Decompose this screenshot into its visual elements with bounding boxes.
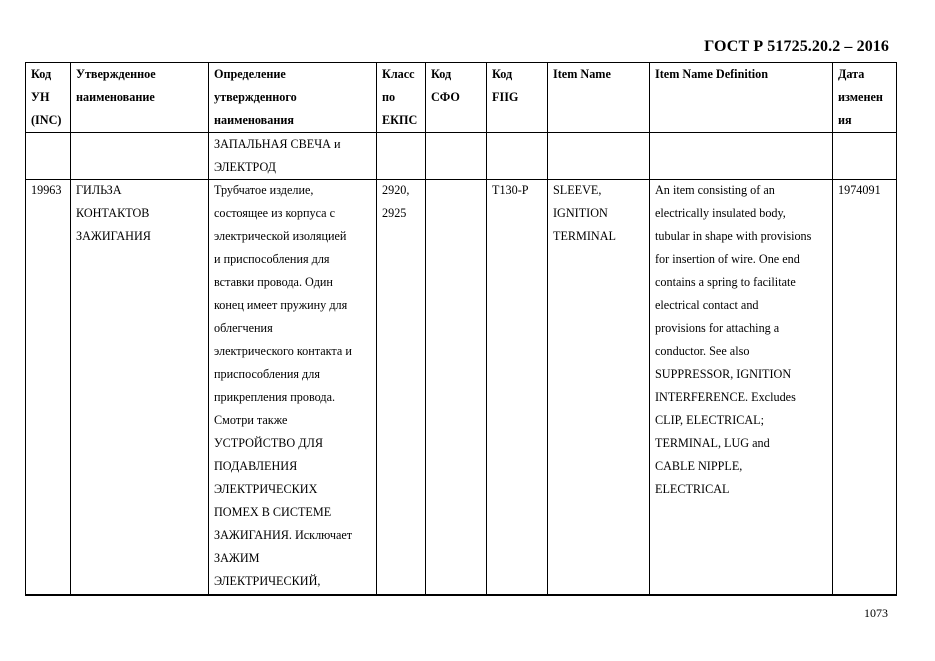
cell-ekps-class: 2920, 2925 bbox=[377, 180, 426, 596]
header-item-name: Item Name bbox=[548, 63, 650, 133]
table-row bbox=[26, 180, 897, 596]
cell-inc: 19963 bbox=[26, 180, 71, 596]
classification-table bbox=[25, 62, 897, 596]
header-fiig-code: Код FIIG bbox=[487, 63, 548, 133]
cell-fiig-code: T130-P bbox=[487, 180, 548, 596]
cell-approved-name: ГИЛЬЗА КОНТАКТОВ ЗАЖИГАНИЯ bbox=[71, 180, 209, 596]
page-number: 1073 bbox=[864, 606, 888, 620]
header-approved-name: Утвержденное наименование bbox=[71, 63, 209, 133]
header-change-date: Дата изменен ия bbox=[833, 63, 897, 133]
table-header-row bbox=[26, 63, 897, 133]
cell-item-name: SLEEVE, IGNITION TERMINAL bbox=[548, 180, 650, 596]
header-sfo-code: Код СФО bbox=[426, 63, 487, 133]
standard-title: ГОСТ Р 51725.20.2 – 2016 bbox=[704, 38, 889, 55]
cell-change-date: 1974091 bbox=[833, 180, 897, 596]
cell-item-name-definition: An item consisting of an electrically insulated body, tubular in shape with provisions for insertion of wire. One end contains a spring to facilitate electrical contact and provisions for attaching a conductor. See also SUPPRESSOR, IGNITION INTERFERENCE. Excludes CLIP, ELECTRICAL; TERMINAL, LUG and CABLE NIPPLE, ELECTRICAL bbox=[650, 180, 833, 596]
continuation-definition: ЗАПАЛЬНАЯ СВЕЧА и ЭЛЕКТРОД bbox=[209, 133, 377, 180]
continuation-row bbox=[26, 133, 897, 180]
header-definition-ru: Определение утвержденного наименования bbox=[209, 63, 377, 133]
header-item-name-definition: Item Name Definition bbox=[650, 63, 833, 133]
cell-definition-ru: Трубчатое изделие, состоящее из корпуса с электрической изоляцией и приспособления для вставки провода. Один конец имеет пружину для облегчения электрического контакта и приспособления для прикрепления провода. Смотри также УСТРОЙСТВО ДЛЯ ПОДАВЛЕНИЯ ЭЛЕКТРИЧЕСКИХ ПОМЕХ В СИСТЕМЕ ЗАЖИГАНИЯ. Исключает ЗАЖИМ ЭЛЕКТРИЧЕСКИЙ, bbox=[209, 180, 377, 596]
header-inc: Код УН (INC) bbox=[26, 63, 71, 133]
cell-sfo-code bbox=[426, 180, 487, 596]
header-ekps-class: Класс по ЕКПС bbox=[377, 63, 426, 133]
